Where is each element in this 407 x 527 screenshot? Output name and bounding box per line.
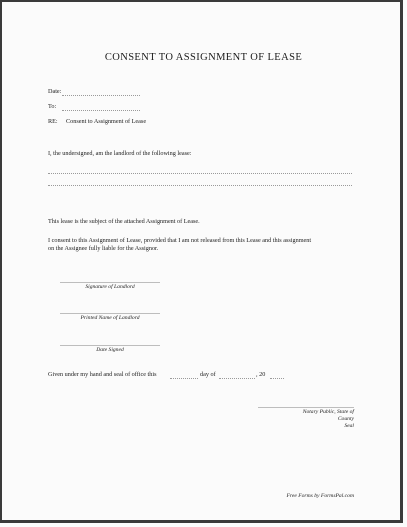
given-day-blank [170,378,198,379]
intro-text: I, the undersigned, am the landlord of the following lease: [48,150,192,157]
given-text: Given under my hand and seal of office this [48,371,157,378]
consent-line-1: I consent to this Assignment of Lease, provided that I am not released from this Lease and this assignment [48,237,312,244]
lease-subject-text: This lease is the subject of the attached Assignment of Lease. [48,218,200,225]
notary-county-label: County [337,416,354,422]
date-blank [62,95,140,96]
signature-line-3 [60,345,160,346]
document-title: CONSENT TO ASSIGNMENT OF LEASE [104,52,303,63]
notary-seal-label: Seal [344,423,354,429]
given-day-label: day of [200,371,216,378]
date-signed-label: Date Signed [96,347,124,353]
signature-line-2 [60,313,160,314]
consent-line-2: on the Assignee fully liable for the Assignor. [48,245,159,252]
to-blank [62,110,140,111]
notary-signature-line [258,407,354,408]
given-year-label: , 20 [256,371,266,378]
to-label: To: [48,103,57,110]
lease-line-1 [48,173,352,174]
signature-landlord-label: Signature of Landlord [85,284,135,290]
date-label: Date: [48,88,62,95]
notary-public-label: Notary Public, State of [302,409,354,415]
lease-line-2 [48,185,352,186]
given-month-blank [219,378,255,379]
printed-name-label: Printed Name of Landlord [80,315,140,321]
signature-line-1 [60,282,160,283]
given-year-blank [270,378,284,379]
re-value: Consent to Assignment of Lease [66,118,147,125]
re-label: RE: [48,118,58,125]
footer-credit[interactable]: Free Forms by FormsPal.com [286,493,354,499]
